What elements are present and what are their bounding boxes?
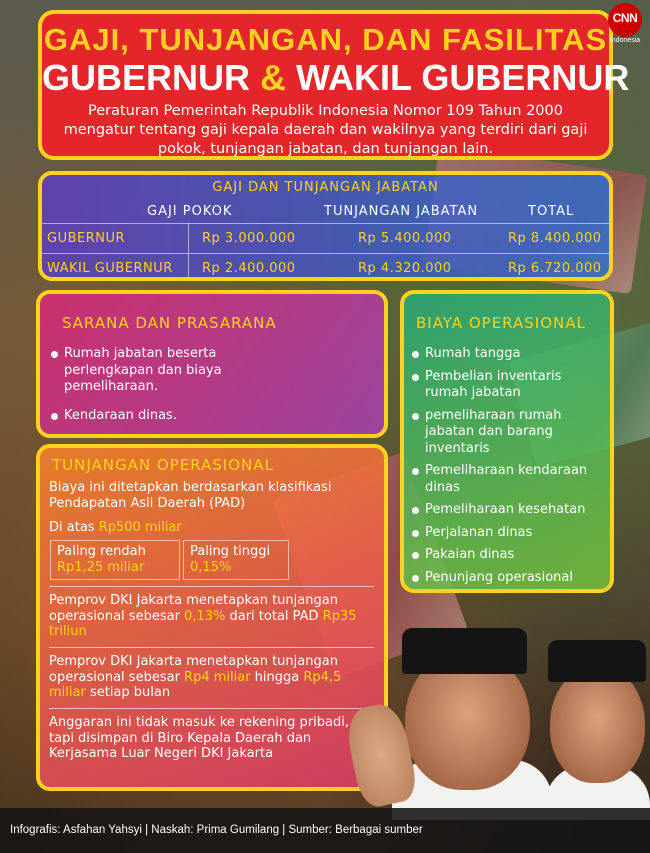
dki2-text-c: setiap bulan: [85, 685, 171, 700]
dki2-value-low: Rp4 miliar: [184, 669, 251, 685]
cnn-logo-icon: [608, 3, 642, 37]
divider: [49, 586, 374, 587]
gaji-table: [38, 171, 613, 281]
list-item: Perjalanan dinas: [411, 525, 591, 542]
list-item: Penunjang operasional: [411, 570, 591, 587]
tunjangan-intro: Biaya ini ditetapkan berdasarkan klasifikasi Pendapatan Asli Daerah (PAD): [49, 480, 332, 511]
gaji-table-title: GAJI DAN TUNJANGAN JABATAN: [212, 180, 439, 195]
tunjangan-note: Anggaran ini tidak masuk ke rekening pribadi, tapi disimpan di Biro Kepala Daerah dan Kerjasama Luar Negeri DKI Jakarta: [49, 715, 349, 761]
list-item: Rumah jabatan beserta perlengkapan dan biaya pemeliharaan.: [50, 346, 300, 396]
cell-tunjangan: Rp 4.320.000: [358, 261, 452, 276]
list-item: Pakaian dinas: [411, 547, 591, 564]
title-gubernur: GUBERNUR: [42, 57, 251, 98]
divider: [188, 223, 189, 281]
cell-total: Rp 6.720.000: [508, 261, 602, 276]
divider: [49, 647, 374, 648]
title-description: Peraturan Pemerintah Republik Indonesia Nomor 109 Tahun 2000 mengatur tentang gaji kepala daerah dan wakilnya yang terdiri dari gaji pokok, tunjangan jabatan, dan tunjangan lain.: [63, 103, 588, 157]
biaya-panel: [400, 290, 614, 593]
list-item: Kendaraan dinas.: [50, 408, 300, 425]
sarana-panel: [36, 290, 388, 438]
gaji-header-tunjangan: TUNJANGAN JABATAN: [324, 204, 479, 219]
cnn-logo-subtitle: Indonesia: [609, 37, 641, 44]
dki1-text: Pemprov DKI Jakarta menetapkan tunjangan operasional sebesar: [49, 593, 338, 624]
peci-cap: [402, 628, 527, 674]
tunjangan-threshold: [49, 520, 369, 536]
footer-credits: Infografis: Asfahan Yahsyi | Naskah: Prima Gumilang | Sumber: Berbagai sumber: [10, 824, 423, 836]
list-item: pemeliharaan rumah jabatan dan barang inventaris: [411, 408, 591, 458]
title-ampersand: &: [260, 57, 287, 98]
min-label: Paling rendah: [57, 544, 146, 559]
cell-gaji-pokok: Rp 3.000.000: [202, 231, 296, 246]
biaya-title: BIAYA OPERASIONAL: [416, 314, 586, 332]
title-line-2: [42, 57, 630, 99]
cell-tunjangan: Rp 5.400.000: [358, 231, 452, 246]
max-label: Paling tinggi: [190, 544, 271, 559]
list-item: Pemeliharaan kendaraan dinas: [411, 463, 591, 496]
footer: [0, 808, 650, 853]
max-box: [183, 540, 289, 580]
threshold-prefix: Di atas: [49, 520, 99, 535]
cell-total: Rp 8.400.000: [508, 231, 602, 246]
sarana-list: [50, 346, 300, 436]
divider: [49, 708, 374, 709]
dki2-value-high: Rp4,5 miliar: [49, 669, 342, 700]
gaji-header-gaji-pokok: GAJI POKOK: [147, 204, 233, 219]
row-label: GUBERNUR: [47, 231, 126, 246]
cell-gaji-pokok: Rp 2.400.000: [202, 261, 296, 276]
dki-percent-text: [49, 593, 369, 640]
row-label: WAKIL GUBERNUR: [47, 261, 173, 276]
list-item: Rumah tangga: [411, 346, 591, 363]
dki1-percent: 0,13%: [184, 608, 226, 624]
dki2-text-b: hingga: [250, 669, 304, 685]
biaya-list: [411, 346, 591, 592]
max-value: 0,15%: [190, 560, 232, 575]
title-line-1: GAJI, TUNJANGAN, DAN FASILITAS: [43, 22, 608, 57]
list-item: Pembelian inventaris rumah jabatan: [411, 369, 591, 402]
dki2-text: Pemprov DKI Jakarta menetapkan tunjangan operasional sebesar: [49, 654, 338, 685]
dki1-pad: Rp35 triliun: [49, 608, 357, 639]
dki-monthly-text: [49, 654, 369, 701]
table-row: [42, 223, 609, 253]
face: [550, 665, 645, 783]
title-wakil-gubernur: WAKIL GUBERNUR: [296, 57, 630, 98]
list-item: Pemeliharaan kesehatan: [411, 502, 591, 519]
tunjangan-title: TUNJANGAN OPERASIONAL: [52, 456, 274, 474]
min-box: [50, 540, 180, 580]
cnn-logo-text: CNN: [612, 11, 638, 25]
tunjangan-panel: [36, 444, 388, 791]
sarana-title: SARANA DAN PRASARANA: [62, 314, 277, 332]
min-value: Rp1,25 miliar: [57, 560, 145, 575]
dki1-text-b: dari total PAD: [225, 608, 323, 624]
peci-cap: [548, 640, 646, 682]
threshold-value: Rp500 miliar: [98, 520, 182, 535]
table-row: [42, 253, 609, 281]
gaji-header-total: TOTAL: [528, 204, 575, 219]
